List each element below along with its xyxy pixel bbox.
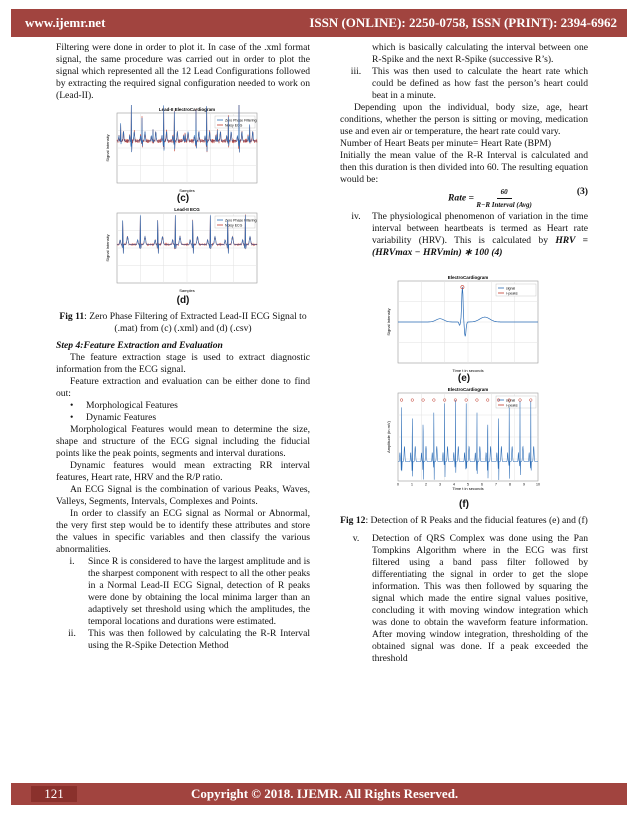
legend-entry: Noisy ECG — [225, 223, 243, 228]
x-tick-label: 6 — [481, 482, 483, 487]
chart-c — [103, 105, 263, 197]
list-text: which is basically calculating the interval between one R-Spike and the next R-Spike (successive R’s). — [372, 42, 588, 65]
para-2: Feature extraction and evaluation can be either done to find out: — [56, 376, 310, 399]
list-item-iii — [340, 66, 588, 102]
list-number: v. — [352, 533, 360, 544]
eq3-number: (3) — [576, 186, 588, 197]
x-tick-label: 5 — [467, 482, 469, 487]
x-tick-label: 4 — [453, 482, 455, 487]
bullet-item: • Morphological Features — [70, 400, 178, 411]
legend-entry: Zero Phase Filtering — [225, 118, 257, 123]
eq3-lhs: Rate = — [448, 192, 474, 204]
para-4: Dynamic features would mean extracting RR interval features, Heart rate, HRV and the R/P ratio. — [56, 460, 310, 483]
para-r1: Depending upon the individual, body size, age, heart conditions, whether the person is sitting or moving, medication use and even air or temperature, the heart rate could vary. — [340, 102, 588, 137]
para-3: Morphological Features would mean to determine the size, shape and structure of the ECG signal including the fiducial points like the peak points, segments and interval durations. — [56, 424, 310, 459]
figure-f-label: (f) — [459, 499, 469, 510]
y-axis-label: Signal Intensity — [386, 308, 391, 336]
bullet-text: Dynamic Features — [86, 412, 157, 423]
para-r3: Initially the mean value of the R-R Interval is calculated and then this duration is then divided into 60. The resulting equation would be: — [340, 150, 588, 185]
list-number: iv. — [351, 211, 361, 222]
list-item-i — [56, 556, 310, 628]
chart-d — [103, 205, 263, 297]
list-text: The physiological phenomenon of variation in the time interval between heartbeats is termed as Heart rate variability (HRV). This is calculated by — [372, 211, 588, 246]
list-number: iii. — [350, 66, 362, 77]
y-axis-label: Amplitude (in mV) — [386, 421, 391, 453]
legend-entry: r-peaks — [506, 291, 518, 296]
fig12-caption — [340, 515, 588, 527]
figure-e — [384, 273, 544, 385]
x-tick-label: 9 — [523, 482, 525, 487]
x-tick-label: 8 — [509, 482, 511, 487]
left-column — [56, 42, 310, 652]
figure-d — [103, 205, 263, 307]
journal-issn: ISSN (ONLINE): 2250-0758, ISSN (PRINT): 2394-6962 — [309, 15, 617, 30]
bullet-item: • Dynamic Features — [70, 412, 157, 423]
equation-3 — [340, 186, 588, 211]
x-tick-label: 2 — [425, 482, 427, 487]
intro-paragraph: Filtering were done in order to plot it. In case of the .xml format signal, the same procedure was carried out in order to plot the signal which represented all the 12 Lead Configurations followed by extracting the required signal configuration needed to work on (Lead-II). — [56, 42, 310, 101]
x-axis-label: Time t in seconds — [452, 486, 484, 491]
chart-title: Lead-II ElectroCardiogram — [158, 107, 216, 112]
chart-title: ElectroCardiogram — [447, 275, 489, 280]
copyright: Copyright © 2018. IJEMR. All Rights Reserved. — [191, 786, 459, 801]
fig12-label: Fig 12 — [340, 515, 366, 526]
list-text: Detection of QRS Complex was done using the Pan Tompkins Algorithm where in the ECG was first filtered using a band pass filter followed by differentiating the signal in order to get the slope information. This was then followed by squaring the signal which made the entire signal values positive, concluding it with moving window integration which was done to obtain the waveform feature information. After moving window integration, thresholding of the obtained signal was done. If a peak exceeded the threshold — [372, 533, 588, 664]
chart-title: Lead-II ECG — [174, 207, 200, 212]
x-tick-label: 10 — [536, 482, 540, 487]
list-text: This was then used to calculate the heart rate which could be defined as how fast the person’s heart could beat in a minute. — [372, 66, 588, 101]
chart-title: ElectroCardiogram — [447, 387, 489, 392]
list-item-ii — [56, 628, 310, 652]
para-5: An ECG Signal is the combination of various Peaks, Waves, Valleys, Segments, Intervals, Complexes and Points. — [56, 484, 310, 507]
chart-f — [384, 385, 544, 501]
figure-d-label: (d) — [176, 295, 190, 306]
list-text: This was then followed by calculating the R-R Interval using the R-Spike Detection Method — [88, 628, 310, 651]
chart-e — [384, 273, 544, 377]
list-number: ii. — [68, 628, 76, 639]
bullet-text: Morphological Features — [86, 400, 178, 411]
list-text: Since R is considered to have the largest amplitude and is the sharpest component with respect to all the other peaks in a Normal Lead-II ECG Signal, detection of R peaks were done by obtaining the local minima larger than an adaptively set threshold using which the amplitudes, the temporal locations and durations were estimated. — [88, 556, 310, 627]
list-item-iv — [340, 211, 588, 259]
y-axis-label: Signal Intensity — [105, 234, 110, 262]
x-axis-label: Samples — [179, 288, 195, 293]
fig11-text: : Zero Phase Filtering of Extracted Lead-II ECG Signal to (.mat) from (c) (.xml) and (d) (.csv) — [84, 311, 307, 334]
legend-entry: signal — [506, 398, 516, 403]
y-axis-label: Signal Intensity — [105, 134, 110, 162]
legend-entry: signal — [506, 286, 516, 291]
list-item-v — [340, 533, 588, 665]
eq3-fraction — [476, 186, 531, 211]
eq3-denominator: R−R Interval (Avg) — [476, 201, 532, 209]
step-heading: Step 4:Feature Extraction and Evaluation — [56, 340, 223, 351]
para-r2: Number of Heart Beats per minute= Heart Rate (BPM) — [340, 138, 552, 149]
fig11-label: Fig 11 — [59, 311, 85, 322]
journal-header — [11, 9, 627, 37]
legend-entry: Zero Phase Filtering — [225, 218, 257, 223]
para-1: The feature extraction stage is used to extract diagnostic information from the ECG signal. — [56, 352, 310, 375]
page-footer — [11, 783, 627, 805]
eq3-numerator: 60 — [497, 186, 512, 199]
x-tick-label: 7 — [495, 482, 497, 487]
figure-f — [384, 385, 544, 511]
journal-website[interactable]: www.ijemr.net — [25, 15, 106, 30]
right-column — [340, 42, 588, 665]
x-axis-label: Time t in seconds — [452, 368, 484, 373]
legend-entry: Noisy ECG — [225, 123, 243, 128]
figure-c — [103, 105, 263, 205]
fig11-caption — [56, 311, 310, 335]
x-tick-label: 0 — [397, 482, 399, 487]
list-number: i. — [69, 556, 75, 567]
para-6: In order to classify an ECG signal as Normal or Abnormal, the very first step would be to identify these attributes and store the values in specific variables and then classify the various abnormalities. — [56, 508, 310, 555]
equation-4: HRV = (HRVmax − HRVmin) ∗ 100 (4) — [372, 235, 588, 258]
x-tick-label: 1 — [411, 482, 413, 487]
figure-c-label: (c) — [176, 193, 190, 204]
fig12-text: : Detection of R Peaks and the fiducial features (e) and (f) — [365, 515, 588, 526]
x-axis-label: Samples — [179, 188, 195, 193]
page-number: 121 — [31, 786, 77, 802]
figure-e-label: (e) — [457, 373, 471, 384]
x-tick-label: 3 — [439, 482, 441, 487]
list-item-ii-continued — [340, 42, 588, 66]
legend-entry: r-peaks — [506, 403, 518, 408]
